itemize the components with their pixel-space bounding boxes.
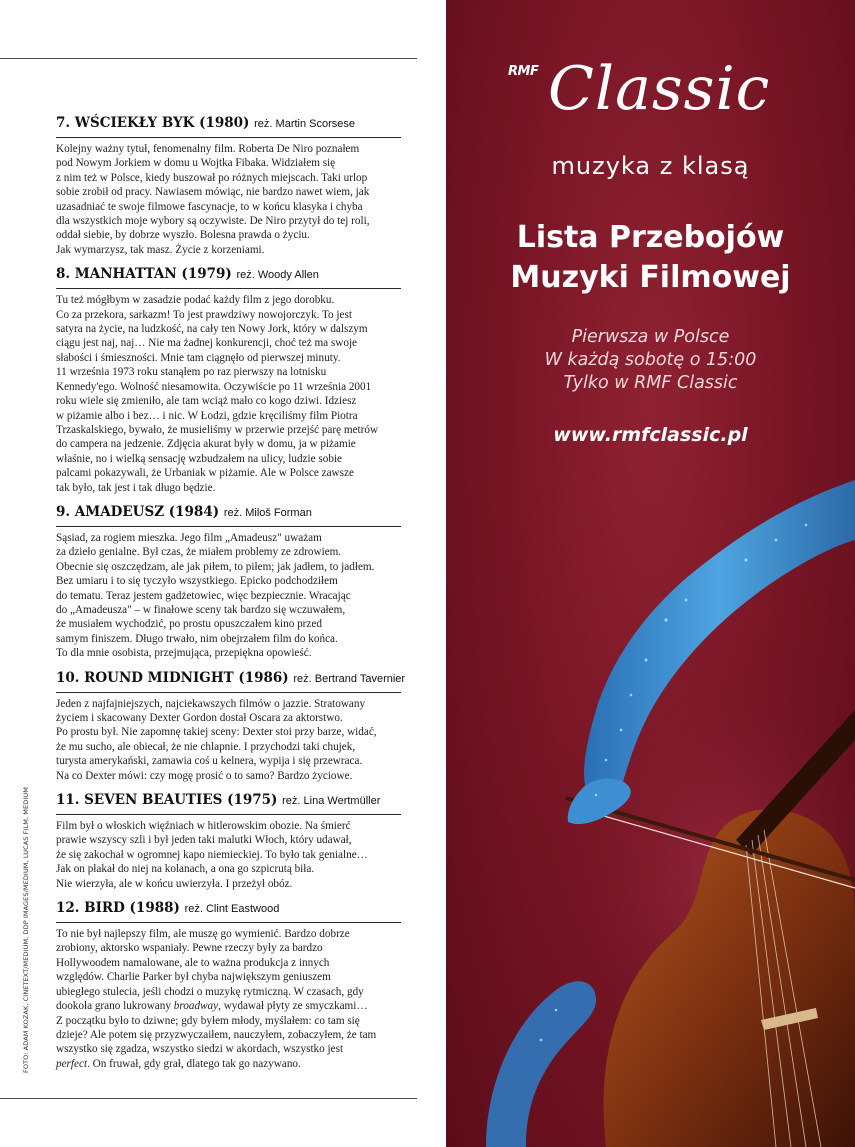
film-text-line: że się zakochał w ogromnej kapo niemieckiej. To było tak genialne… xyxy=(56,848,368,861)
ad-headline-line: Muzyki Filmowej xyxy=(510,260,791,295)
film-text-line: oddał siebie, by dobrze wyszło. Bolesna prawda o życiu. xyxy=(56,229,310,242)
film-director: reż. Clint Eastwood xyxy=(184,903,280,916)
film-text-line: 11 września 1973 roku stanąłem po raz pierwszy na lotnisku xyxy=(56,366,327,379)
ad-schedule xyxy=(446,326,855,395)
film-text-line: roku wiele się zmieniło, ale tam wciąż mało co kogo dziwi. Idziesz xyxy=(56,395,357,408)
film-text-line: palcami pokazywali, że Urbaniak w piżamie. Ale w Polsce zawsze xyxy=(56,467,354,480)
film-text-line: uzasadniać te swoje filmowe fascynacje, to w końcu klasyka i chyba xyxy=(56,200,363,213)
film-text-line: wszystko się zgadza, wszystko siedzi w akordach, wszystko jest xyxy=(56,1043,344,1056)
film-text-line: Tu też mógłbym w zasadzie podać każdy film z jego dorobku. xyxy=(56,294,335,307)
film-text-line: Jak on płakał do niej na kolanach, a ona go szpicrutą biła. xyxy=(56,863,315,876)
film-director: reż. Martin Scorsese xyxy=(254,118,356,130)
film-text-line: Nie wierzyła, ale w końcu uwierzyła. I przeżył obóz. xyxy=(56,877,293,890)
film-heading xyxy=(56,265,401,289)
film-text xyxy=(56,927,401,1071)
film-title: 11. SEVEN BEAUTIES (1975) xyxy=(56,792,278,809)
film-director: reż. Miloš Forman xyxy=(223,506,312,519)
article-column xyxy=(56,114,406,1079)
film-text-line: prawie wszyscy szli i był jeden taki malutki Włoch, który udawał, xyxy=(56,834,352,847)
film-text-line: pod Nowym Jorkiem w domu u Wojtka Fibaka. Widziałem się xyxy=(56,157,336,170)
classic-wordmark: Classic xyxy=(548,54,771,124)
film-text-line: do campera na jedzenie. Zdjęcia akurat były w domu, ja w piżamie xyxy=(56,438,356,451)
film-heading xyxy=(56,114,401,138)
ad-schedule-line: Tylko w RMF Classic xyxy=(563,373,738,393)
film-entry xyxy=(56,791,401,891)
ad-headline xyxy=(446,218,855,298)
ad-schedule-line: Pierwsza w Polsce xyxy=(571,327,730,347)
ad-url-link[interactable]: www.rmfclassic.pl xyxy=(553,424,748,446)
film-title: 10. ROUND MIDNIGHT (1986) xyxy=(56,669,289,686)
film-text xyxy=(56,697,401,783)
film-heading xyxy=(56,669,406,693)
film-text xyxy=(56,531,401,661)
film-text-line: perfect. On fruwał, gdy grał, dlatego tak go nazywano. xyxy=(56,1057,301,1070)
film-heading xyxy=(56,503,401,527)
film-text-line: Na co Dexter mówi: czy mogę prosić o to samo? Bardzo życiowe. xyxy=(56,769,353,782)
rmf-badge: RMF xyxy=(508,64,539,79)
film-text-line: z nim też w Polsce, kiedy buszował po różnych miejscach. Taki urlop xyxy=(56,171,368,184)
film-text-line: słabości i śmieszności. Mnie tam ciągnęło od pierwszej minuty. xyxy=(56,351,341,364)
film-entry xyxy=(56,669,406,783)
film-heading xyxy=(56,791,401,815)
film-text-line: Trzaskalskiego, bywało, że musieliśmy w przerwie przejść parę metrów xyxy=(56,423,379,436)
rmf-classic-logo xyxy=(508,54,808,140)
film-text-line: ciągu jest naj, naj… Nie ma żadnej konkurencji, choć też ma swoje xyxy=(56,337,358,350)
film-text-line: tak było, tak jest i tak długo będzie. xyxy=(56,481,216,494)
film-text-line: za dzieło genialne. Był czas, że miałem problemy ze zdrowiem. xyxy=(56,546,342,559)
ad-tagline: muzyka z klasą xyxy=(551,152,750,180)
film-director: reż. Lina Wertmüller xyxy=(282,795,381,808)
film-text-line: względów. Charlie Parker był chyba największym geniuszem xyxy=(56,971,331,984)
film-director: reż. Woody Allen xyxy=(236,269,319,282)
film-text-line: Kennedy'ego. Wolność niesamowita. Oczywiście po 11 września 2001 xyxy=(56,380,372,393)
film-text-line: Jak wymarzysz, tak masz. Życie z korzeniami. xyxy=(56,243,265,256)
film-text-line: Obecnie się oszczędzam, ale jak piłem, to piłem; jak jadłem, to jadłem. xyxy=(56,560,375,573)
film-text-line: To dla mnie osobista, przejmująca, przepiękna opowieść. xyxy=(56,647,312,660)
film-text-line: zrobiony, aktorsko wspaniały. Pewne rzeczy były za bardzo xyxy=(56,942,323,955)
film-text-line: satyra na życie, na ludzkość, na cały ten Nowy Jork, który w dalszym xyxy=(56,323,368,336)
film-text-line: To nie był najlepszy film, ale muszę go wymienić. Bardzo dobrze xyxy=(56,928,350,941)
film-title: 12. BIRD (1988) xyxy=(56,900,180,917)
film-director: reż. Bertrand Tavernier xyxy=(293,672,406,685)
film-text-line: turysta amerykański, zamawia coś u kelnera, wypija i się przewraca. xyxy=(56,755,363,768)
film-text-line: dla wszystkich moje wybory są oczywiste. De Niro przytył do tej roli, xyxy=(56,215,370,228)
top-rule xyxy=(0,58,417,59)
film-text-line: sobie zrobił od pracy. Nawiasem mówiąc, nie bardzo nawet wiem, jak xyxy=(56,186,370,199)
film-text-line: właśnie, no i wielką sensację wzbudzałem na ulicy, ludzie sobie xyxy=(56,452,343,465)
film-text-line: Kolejny ważny tytuł, fenomenalny film. Roberta De Niro poznałem xyxy=(56,143,360,155)
film-title: 8. MANHATTAN (1979) xyxy=(56,266,232,283)
film-text-line: życiem i skacowany Dexter Gordon dostał Oscara za aktorstwo. xyxy=(56,712,343,724)
film-text-line: do „Amadeusza" – w finałowe sceny tak bardzo się wczuwałem, xyxy=(56,603,346,616)
film-text-line: Jeden z najfajniejszych, najciekawszych filmów o jazzie. Stratowany xyxy=(56,697,366,710)
film-entry xyxy=(56,265,401,495)
film-entry xyxy=(56,503,401,661)
film-text-line: Sąsiad, za rogiem mieszka. Jego film „Amadeusz" uważam xyxy=(56,531,322,544)
film-text-line: samym finiszem. Długo trwało, nim obejrzałem film do końca. xyxy=(56,632,338,645)
bottom-rule xyxy=(0,1098,417,1099)
film-text-line: Film był o włoskich więźniach w hitlerowskim obozie. Na śmierć xyxy=(56,820,351,833)
cello-arm-illustration xyxy=(446,460,855,1147)
photo-credit: FOTO: ADAM KOZAK, CINETEXT/MEDIUM, DDP IMAGES/MEDIUM, LUCAS FILM, MEDIUM xyxy=(22,787,30,1073)
film-text-line: że musiałem wychodzić, po prostu opuszczałem kino przed xyxy=(56,618,322,631)
ad-schedule-line: W każdą sobotę o 15:00 xyxy=(544,350,757,370)
film-text-line: że mu sucho, ale obiecał, że nie chlapnie. I przychodzi taki chujek, xyxy=(56,740,356,753)
film-text-line: Z początku było to dziwne; gdy byłem młody, myślałem: co tam się xyxy=(56,1014,360,1027)
film-text-line: dookoła grano lukrowany broadway, wydawał płyty ze smyczkami… xyxy=(56,1000,368,1013)
ad-headline-line: Lista Przebojów xyxy=(516,220,785,255)
blue-tail xyxy=(486,981,596,1147)
film-text-line: ubiegłego stulecia, jeśli chodzi o muzykę rytmiczną. W czasach, gdy xyxy=(56,985,364,998)
film-text-line: Po prostu był. Nie zapomnę takiej sceny: Dexter stoi przy barze, widać, xyxy=(56,726,377,739)
film-text-line: Bez umiaru i to się tyczyło wszystkiego. Epicko podchodziłem xyxy=(56,575,338,588)
rmf-classic-advert xyxy=(446,0,855,1147)
film-text xyxy=(56,293,401,495)
film-entry xyxy=(56,899,401,1071)
film-text-line: dzieje? Ale potem się przyzwyczaiłem, nauczyłem, zobaczyłem, że tam xyxy=(56,1028,377,1041)
film-text-line: Hollywoodem namalowane, ale to ważna produkcja z innych xyxy=(56,956,330,969)
film-entry xyxy=(56,114,401,257)
film-text-line: do tematu. Teraz jestem gadżetowiec, więc bezpiecznie. Wracając xyxy=(56,589,351,602)
film-text-line: w piżamie albo i bez… i nic. W Łodzi, gdzie kręciliśmy film Piotra xyxy=(56,409,358,422)
film-text-line: Co za przekora, sarkazm! To jest prawdziwy nowojorczyk. To jest xyxy=(56,308,352,321)
film-text xyxy=(56,819,401,891)
film-text xyxy=(56,142,401,257)
film-title: 7. WŚCIEKŁY BYK (1980) xyxy=(56,115,250,131)
film-heading xyxy=(56,899,401,923)
film-title: 9. AMADEUSZ (1984) xyxy=(56,503,220,520)
